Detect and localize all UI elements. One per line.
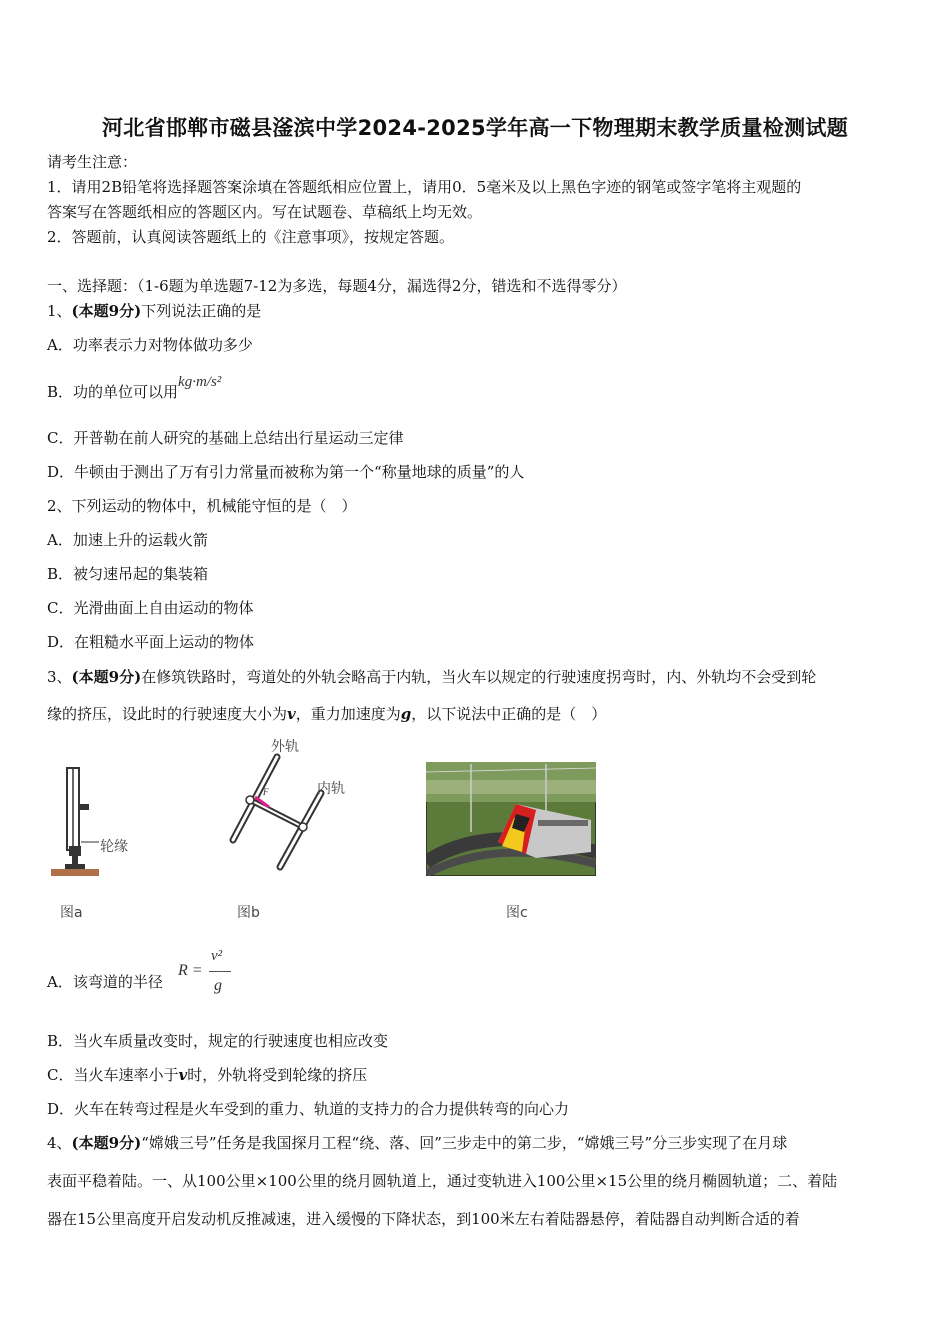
q3-option-a: A．该弯道的半径	[47, 973, 163, 991]
q4-line-1: 4、(本题9分)“嫦娥三号”任务是我国探月工程“绕、落、回”三步走中的第二步，“嫦娥三号”分三步实现了在月球	[47, 1134, 788, 1152]
q3-option-a-formula-denominator: g	[214, 977, 222, 994]
q1-option-a: A．功率表示力对物体做功多少	[47, 336, 253, 354]
figure-b-outer-label: 外轨	[271, 739, 299, 755]
figure-b-force-mark: F	[263, 787, 269, 797]
notice-line-1b: 答案写在答题纸相应的答题区内。写在试题卷、草稿纸上均无效。	[47, 203, 483, 221]
q2-stem: 2、下列运动的物体中，机械能守恒的是（ ）	[47, 497, 357, 515]
q2-option-a: A．加速上升的运载火箭	[47, 531, 208, 549]
notice-heading: 请考生注意：	[47, 153, 138, 171]
q1-option-d: D．牛顿由于测出了万有引力常量而被称为第一个“称量地球的质量”的人	[47, 463, 525, 481]
figure-c-caption: 图c	[506, 905, 528, 921]
q2-option-c: C．光滑曲面上自由运动的物体	[47, 599, 254, 617]
page-title: 河北省邯郸市磁县滏滨中学2024-2025学年高一下物理期末教学质量检测试题	[101, 116, 848, 140]
q2-option-b: B．被匀速吊起的集装箱	[47, 565, 209, 583]
figure-b-inner-label: 内轨	[317, 781, 345, 797]
q1-option-b-formula: kg·m/s²	[178, 374, 222, 390]
figure-a-caption: 图a	[60, 905, 83, 921]
notice-line-2: 2．答题前，认真阅读答题纸上的《注意事项》，按规定答题。	[47, 228, 455, 246]
q1-option-b: B．功的单位可以用kg·m/s²	[47, 374, 222, 401]
q4-line-2: 表面平稳着陆。一、从100公里×100公里的绕月圆轨道上，通过变轨进入100公里×15公里的绕月椭圆轨道；二、着陆	[47, 1172, 838, 1190]
figure-b-track-section	[205, 745, 365, 880]
q1-stem: 1、(本题9分)下列说法正确的是	[47, 302, 262, 320]
q3-option-b: B．当火车质量改变时，规定的行驶速度也相应改变	[47, 1032, 389, 1050]
q2-option-d: D．在粗糙水平面上运动的物体	[47, 633, 255, 651]
figure-a-wheel-rail	[45, 760, 145, 880]
figure-b-caption: 图b	[237, 905, 260, 921]
q3-option-a-fraction-bar	[209, 971, 231, 972]
q3-stem-line-1: 3、(本题9分)在修筑铁路时，弯道处的外轨会略高于内轨，当火车以规定的行驶速度拐弯时，内、外轨均不会受到轮	[47, 668, 817, 686]
notice-line-1: 1．请用2B铅笔将选择题答案涂填在答题纸相应位置上，请用0．5毫米及以上黑色字迹的钢笔或签字笔将主观题的	[47, 178, 802, 196]
figure-a-label: 轮缘	[100, 839, 128, 855]
q3-stem-line-2: 缘的挤压，设此时的行驶速度大小为v，重力加速度为g，以下说法中正确的是（ ）	[47, 705, 607, 723]
q4-line-3: 器在15公里高度开启发动机反推减速，进入缓慢的下降状态，到100米左右着陆器悬停，着陆器自动判断合适的着	[47, 1210, 800, 1228]
q3-option-c: C．当火车速率小于v时，外轨将受到轮缘的挤压	[47, 1066, 368, 1084]
figure-c-train-photo	[426, 762, 596, 876]
q3-option-a-formula-lhs: R =	[178, 962, 203, 979]
q3-option-d: D．火车在转弯过程是火车受到的重力、轨道的支持力的合力提供转弯的向心力	[47, 1100, 570, 1118]
q3-option-a-formula-numerator: v²	[211, 948, 223, 964]
q1-option-c: C．开普勒在前人研究的基础上总结出行星运动三定律	[47, 429, 404, 447]
section-heading: 一、选择题：（1-6题为单选题7-12为多选，每题4分，漏选得2分，错选和不选得零分）	[47, 277, 627, 295]
